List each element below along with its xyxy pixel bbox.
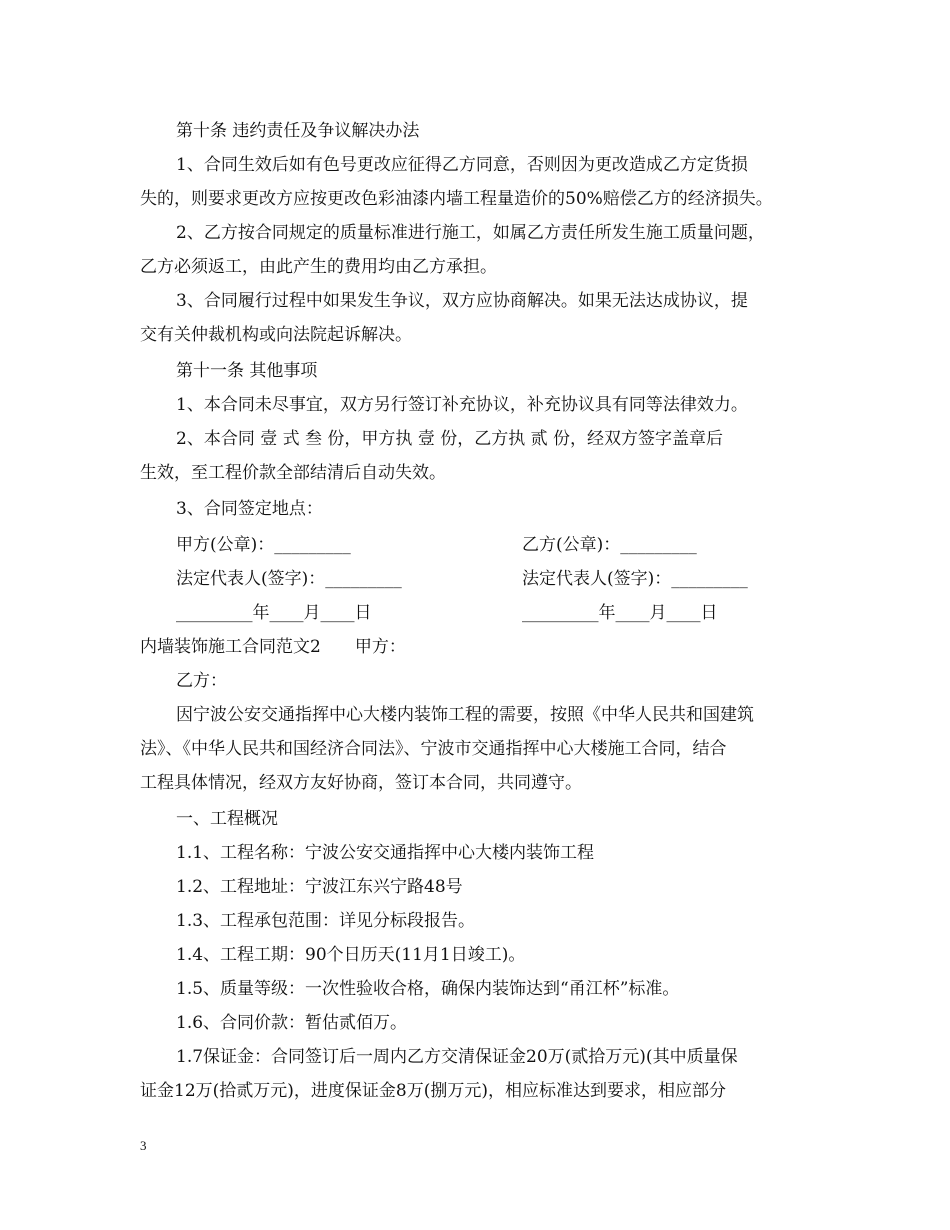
paragraph-line: 2、乙方按合同规定的质量标准进行施工，如属乙方责任所发生施工质量问题， xyxy=(176,223,765,243)
party-b-representative: 法定代表人(签字)：_________ xyxy=(522,569,748,589)
contract-price: 1.6、合同价款：暂估贰佰万。 xyxy=(176,1013,408,1033)
paragraph-line: 失的，则要求更改方应按更改色彩油漆内墙工程量造价的50%赔偿乙方的经济损失。 xyxy=(140,189,773,209)
page-number: 3 xyxy=(140,1138,147,1153)
party-b-label: 乙方： xyxy=(176,671,227,691)
project-duration: 1.4、工程工期：90个日历天(11月1日竣工)。 xyxy=(176,945,526,965)
paragraph-line: 1、合同生效后如有色号更改应征得乙方同意，否则因为更改造成乙方定货损 xyxy=(176,155,748,175)
quality-grade: 1.5、质量等级：一次性验收合格，确保内装饰达到“甬江杯”标准。 xyxy=(176,979,680,999)
paragraph-line: 2、本合同 壹 式 叁 份，甲方执 壹 份，乙方执 贰 份，经双方签字盖章后 xyxy=(176,429,724,449)
paragraph-line: 3、合同签定地点： xyxy=(176,499,323,519)
intro-line: 工程具体情况，经双方友好协商，签订本合同，共同遵守。 xyxy=(140,773,582,793)
deposit-line: 证金12万(拾贰万元)，进度保证金8万(捌万元)，相应标准达到要求，相应部分 xyxy=(140,1081,726,1101)
paragraph-line: 3、合同履行过程中如果发生争议，双方应协商解决。如果无法达成协议，提 xyxy=(176,291,748,311)
party-b-seal: 乙方(公章)：_________ xyxy=(522,535,697,555)
paragraph-line: 生效，至工程价款全部结清后自动失效。 xyxy=(140,463,446,483)
party-b-date: _________年____月____日 xyxy=(522,603,718,623)
party-a-seal: 甲方(公章)：_________ xyxy=(176,535,351,555)
deposit-line: 1.7保证金：合同签订后一周内乙方交清保证金20万(贰拾万元)(其中质量保 xyxy=(176,1047,738,1067)
project-address: 1.2、工程地址：宁波江东兴宁路48号 xyxy=(176,877,463,897)
party-a-date: _________年____月____日 xyxy=(176,603,372,623)
party-a-representative: 法定代表人(签字)：_________ xyxy=(176,569,402,589)
second-contract-title: 内墙装饰施工合同范文2 甲方： xyxy=(140,637,406,657)
project-scope: 1.3、工程承包范围：详见分标段报告。 xyxy=(176,911,476,931)
intro-line: 法》、《中华人民共和国经济合同法》、宁波市交通指挥中心大楼施工合同，结合 xyxy=(140,739,727,759)
article-11-heading: 第十一条 其他事项 xyxy=(176,361,318,381)
project-name: 1.1、工程名称：宁波公安交通指挥中心大楼内装饰工程 xyxy=(176,843,595,863)
paragraph-line: 交有关仲裁机构或向法院起诉解决。 xyxy=(140,325,412,345)
section-heading: 一、工程概况 xyxy=(176,809,278,829)
intro-line: 因宁波公安交通指挥中心大楼内装饰工程的需要，按照《中华人民共和国建筑 xyxy=(176,705,754,725)
article-10-heading: 第十条 违约责任及争议解决办法 xyxy=(176,121,420,141)
paragraph-line: 1、本合同未尽事宜，双方另行签订补充协议，补充协议具有同等法律效力。 xyxy=(176,395,748,415)
paragraph-line: 乙方必须返工，由此产生的费用均由乙方承担。 xyxy=(140,257,497,277)
